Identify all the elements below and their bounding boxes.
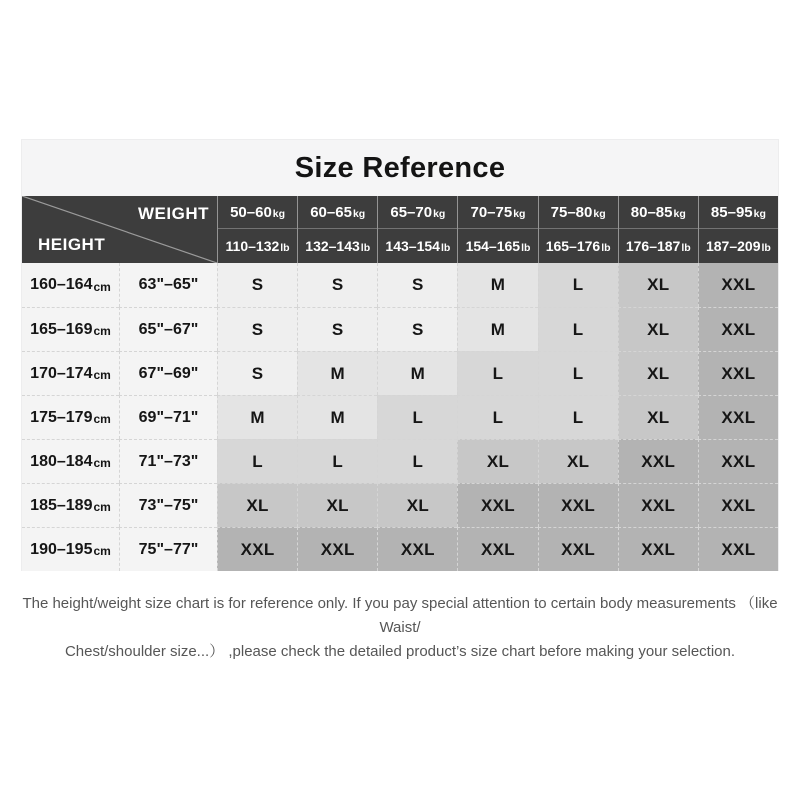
weight-columns: [217, 196, 778, 263]
size-cell: L: [457, 351, 537, 395]
weight-kg-label: [619, 196, 698, 229]
weight-column-header: [538, 196, 618, 263]
height-inch-cell: 63"–65": [119, 263, 217, 307]
size-cell: S: [217, 307, 297, 351]
page-title: Size Reference: [294, 151, 506, 184]
height-cm-cell: [22, 395, 119, 439]
size-cell: XXL: [698, 527, 778, 571]
height-cm-value: 160–164: [30, 276, 93, 293]
height-cm-cell: [22, 307, 119, 351]
cm-unit-label: cm: [93, 280, 111, 294]
size-cell: XXL: [457, 527, 537, 571]
table-row: [22, 307, 778, 351]
weight-lb-value: 176–187: [625, 238, 681, 254]
size-cell: XXL: [538, 527, 618, 571]
weight-kg-value: 80–85: [630, 204, 673, 221]
lb-unit-label: lb: [601, 242, 611, 254]
weight-kg-value: 65–70: [390, 204, 433, 221]
size-cell: S: [217, 351, 297, 395]
size-cell: S: [377, 263, 457, 307]
weight-lb-label: [539, 229, 618, 263]
size-cell: L: [297, 439, 377, 483]
size-cell: XL: [618, 307, 698, 351]
table-row: [22, 263, 778, 307]
size-cell: XXL: [698, 483, 778, 527]
size-cell: L: [377, 439, 457, 483]
lb-unit-label: lb: [280, 242, 290, 254]
kg-unit-label: kg: [513, 208, 526, 220]
size-cell: XL: [618, 351, 698, 395]
weight-kg-label: [298, 196, 377, 229]
cm-unit-label: cm: [93, 368, 111, 382]
weight-column-header: [377, 196, 457, 263]
cm-unit-label: cm: [93, 500, 111, 514]
size-cell: XXL: [297, 527, 377, 571]
cm-unit-label: cm: [93, 412, 111, 426]
weight-axis-label: WEIGHT: [138, 204, 209, 223]
weight-kg-value: 50–60: [230, 204, 272, 221]
height-inch-cell: 65"–67": [119, 307, 217, 351]
size-cell: XL: [217, 483, 297, 527]
size-cell: XL: [457, 439, 537, 483]
disclaimer-text: [0, 592, 800, 664]
size-cell: XL: [618, 395, 698, 439]
size-cell: XL: [377, 483, 457, 527]
height-cm-cell: [22, 263, 119, 307]
size-cell: S: [217, 263, 297, 307]
cm-unit-label: cm: [93, 324, 111, 338]
disclaimer-line-1: The height/weight size chart is for reference only. If you pay special attention to certain body measurements （like Waist/: [22, 595, 778, 636]
cm-unit-label: cm: [93, 456, 111, 470]
weight-kg-label: [458, 196, 537, 229]
kg-unit-label: kg: [593, 208, 606, 220]
weight-lb-label: [378, 229, 457, 263]
height-axis-label: HEIGHT: [38, 235, 106, 254]
height-cm-value: 190–195: [30, 540, 93, 558]
kg-unit-label: kg: [272, 208, 286, 220]
size-cell: M: [297, 351, 377, 395]
lb-unit-label: lb: [681, 242, 691, 254]
size-table-body: [22, 263, 778, 571]
table-row: [22, 395, 778, 439]
size-cell: L: [457, 395, 537, 439]
size-cell: L: [377, 395, 457, 439]
weight-kg-value: 70–75: [470, 204, 513, 221]
size-cell: XL: [297, 483, 377, 527]
size-cell: XXL: [698, 439, 778, 483]
header-corner-cell: [22, 196, 217, 263]
size-cell: XXL: [698, 263, 778, 307]
height-inch-cell: 67"–69": [119, 351, 217, 395]
table-row: [22, 351, 778, 395]
size-cell: S: [377, 307, 457, 351]
size-cell: L: [538, 395, 618, 439]
height-inch-cell: 69"–71": [119, 395, 217, 439]
size-cell: L: [217, 439, 297, 483]
kg-unit-label: kg: [673, 208, 686, 220]
weight-kg-label: [699, 196, 778, 229]
weight-lb-label: [298, 229, 377, 263]
weight-column-header: [457, 196, 537, 263]
height-inch-cell: 71"–73": [119, 439, 217, 483]
table-row: [22, 483, 778, 527]
weight-lb-label: [458, 229, 537, 263]
table-row: [22, 439, 778, 483]
weight-lb-value: 165–176: [545, 238, 601, 254]
weight-kg-value: 85–95: [710, 204, 753, 221]
lb-unit-label: lb: [360, 242, 371, 254]
kg-unit-label: kg: [433, 208, 446, 220]
size-cell: XXL: [377, 527, 457, 571]
height-cm-value: 185–189: [30, 496, 93, 514]
size-cell: XL: [618, 263, 698, 307]
height-cm-cell: [22, 483, 119, 527]
size-cell: M: [457, 263, 537, 307]
weight-lb-label: [218, 229, 297, 263]
height-cm-cell: [22, 351, 119, 395]
size-cell: S: [297, 307, 377, 351]
size-cell: XXL: [618, 439, 698, 483]
weight-column-header: [698, 196, 778, 263]
kg-unit-label: kg: [753, 208, 766, 220]
size-cell: XXL: [698, 395, 778, 439]
weight-kg-label: [218, 196, 297, 229]
size-cell: L: [538, 351, 618, 395]
weight-lb-value: 132–143: [305, 238, 360, 254]
height-cm-value: 175–179: [30, 408, 93, 426]
size-cell: M: [457, 307, 537, 351]
height-cm-cell: [22, 527, 119, 571]
weight-column-header: [217, 196, 297, 263]
size-cell: XL: [538, 439, 618, 483]
lb-unit-label: lb: [761, 242, 771, 254]
weight-lb-value: 187–209: [705, 238, 761, 254]
lb-unit-label: lb: [440, 242, 451, 254]
weight-lb-label: [699, 229, 778, 263]
size-cell: L: [538, 263, 618, 307]
size-cell: XXL: [538, 483, 618, 527]
size-cell: L: [538, 307, 618, 351]
size-cell: S: [297, 263, 377, 307]
table-header: [22, 196, 778, 263]
weight-kg-label: [539, 196, 618, 229]
height-inch-cell: 73"–75": [119, 483, 217, 527]
size-cell: M: [217, 395, 297, 439]
size-cell: XXL: [217, 527, 297, 571]
height-cm-value: 165–169: [30, 320, 93, 338]
weight-kg-label: [378, 196, 457, 229]
weight-kg-value: 75–80: [550, 204, 593, 221]
height-cm-value: 170–174: [30, 364, 93, 382]
height-cm-cell: [22, 439, 119, 483]
table-row: [22, 527, 778, 571]
size-cell: XXL: [618, 483, 698, 527]
weight-lb-label: [619, 229, 698, 263]
size-cell: XXL: [618, 527, 698, 571]
size-cell: XXL: [698, 307, 778, 351]
size-reference-panel: [21, 139, 779, 571]
size-cell: XXL: [698, 351, 778, 395]
lb-unit-label: lb: [521, 242, 531, 254]
kg-unit-label: kg: [352, 208, 366, 220]
size-cell: M: [297, 395, 377, 439]
weight-column-header: [618, 196, 698, 263]
height-cm-value: 180–184: [30, 452, 93, 470]
cm-unit-label: cm: [93, 544, 111, 558]
disclaimer-line-2: Chest/shoulder size...） ,please check the detailed product’s size chart before making your selection.: [64, 643, 736, 660]
size-cell: XXL: [457, 483, 537, 527]
weight-lb-value: 154–165: [465, 238, 521, 254]
size-cell: M: [377, 351, 457, 395]
weight-lb-value: 143–154: [385, 238, 440, 254]
height-inch-cell: 75"–77": [119, 527, 217, 571]
weight-kg-value: 60–65: [310, 204, 352, 221]
weight-lb-value: 110–132: [225, 238, 280, 254]
weight-column-header: [297, 196, 377, 263]
